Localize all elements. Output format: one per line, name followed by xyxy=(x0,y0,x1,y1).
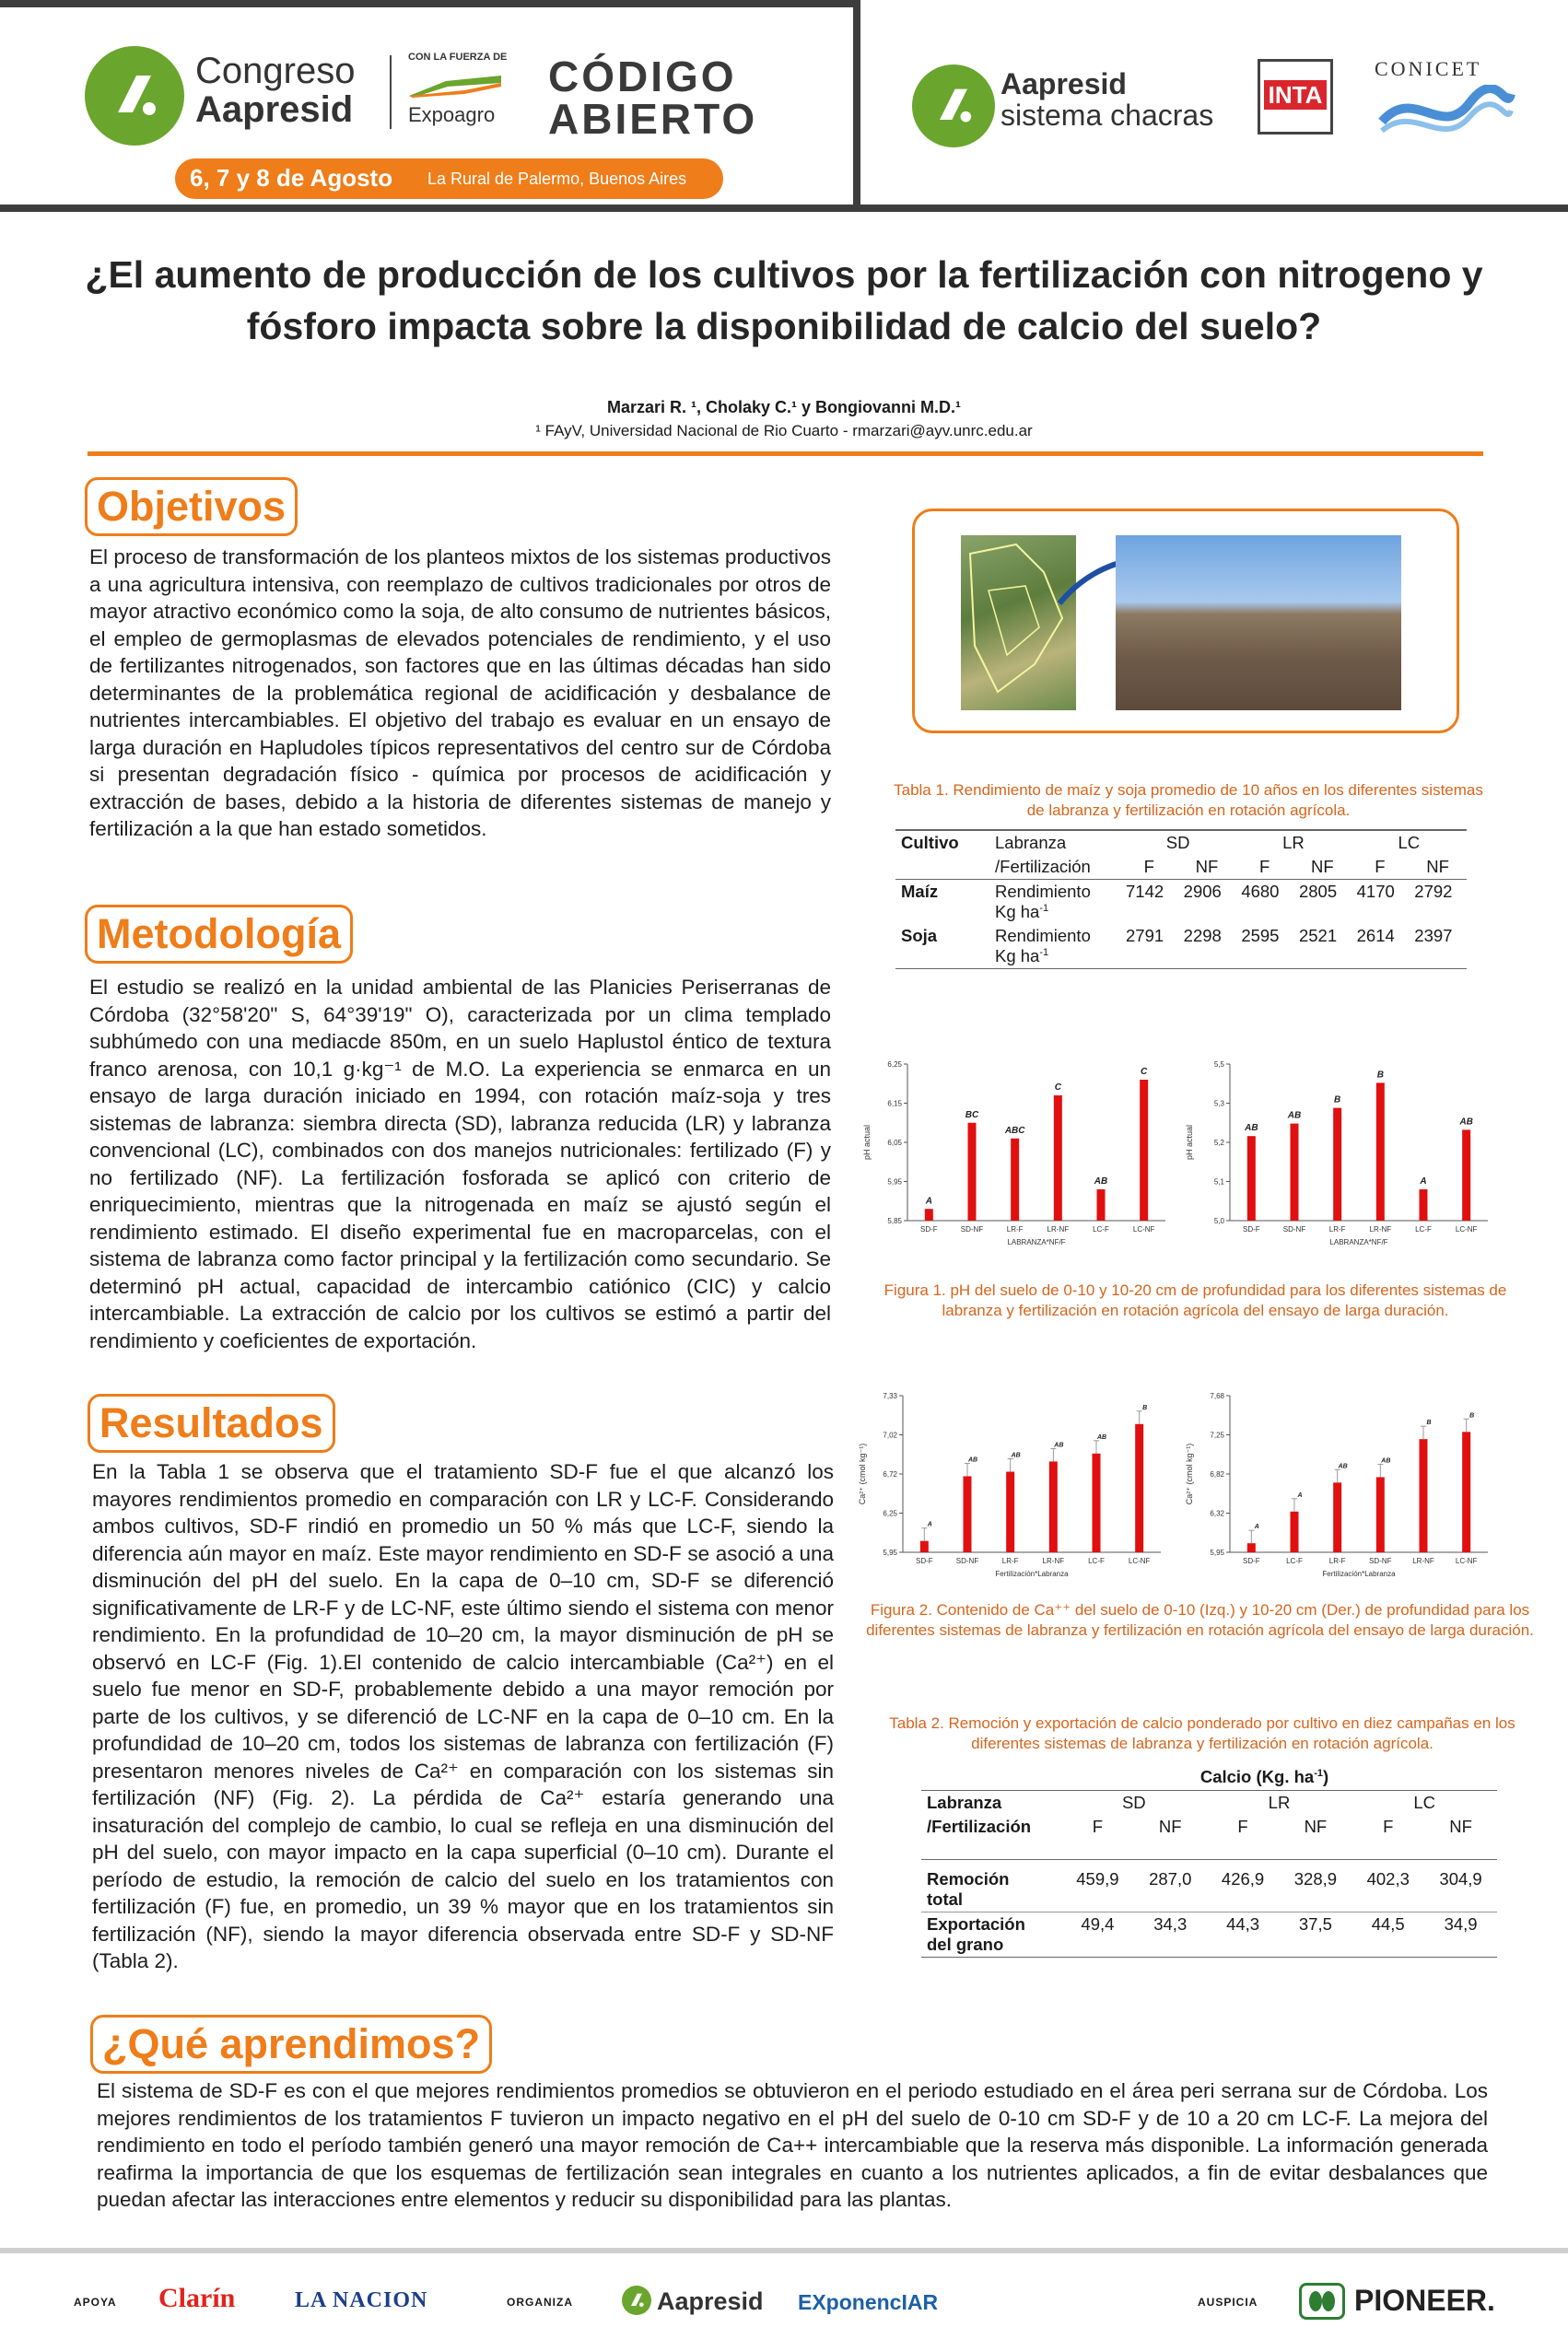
bar xyxy=(964,1476,972,1552)
significance-letter: A xyxy=(927,1521,932,1528)
y-tick-label: 7,02 xyxy=(883,1431,897,1440)
y-tick-label: 6,72 xyxy=(883,1470,897,1479)
table1-caption: Tabla 1. Rendimiento de maíz y soja promedio de 10 años en los diferentes sistemas de labranza y fertilización en rotación agrícola. xyxy=(894,781,1483,819)
t1-h-lr: LR xyxy=(1282,833,1305,852)
figure2-caption: Figura 2. Contenido de Ca⁺⁺ del suelo de 0-10 (Izq.) y 10-20 cm (Der.) de profundidad para los diferentes sistemas de labranza y fertilización en rotación agrícola del ensayo de larga duración. xyxy=(866,1601,1534,1639)
clarin-logo: Clarín xyxy=(158,2283,236,2313)
significance-letter: A xyxy=(925,1196,932,1207)
y-axis-label: pH actual xyxy=(862,1124,872,1161)
t1-cell: 2791 xyxy=(1126,926,1164,945)
y-tick-label: 6,25 xyxy=(883,1509,897,1518)
footer-rule xyxy=(0,2248,1568,2253)
x-axis-label: Fertilización*Labranza xyxy=(995,1570,1069,1578)
table-row xyxy=(921,1912,1497,1957)
significance-letter: B xyxy=(1334,1094,1341,1105)
t2-h-lr: LR xyxy=(1268,1793,1291,1812)
t2-cell: 49,4 xyxy=(1081,1913,1115,1934)
x-tick-label: LC-F xyxy=(1088,1557,1105,1565)
y-tick-label: 5,3 xyxy=(1213,1099,1224,1108)
header-divider xyxy=(853,0,860,210)
y-tick-label: 7,68 xyxy=(1210,1392,1224,1400)
significance-letter: AB xyxy=(1096,1433,1107,1441)
bar xyxy=(920,1541,929,1552)
t1-cell: 2397 xyxy=(1414,926,1453,945)
t1-h-lc: LC xyxy=(1398,833,1421,852)
x-tick-label: LR-NF xyxy=(1412,1557,1434,1565)
bar xyxy=(1333,1482,1341,1552)
significance-letter: A xyxy=(1297,1491,1303,1499)
t1-label: Rendimiento Kg $ha^{-1}$ xyxy=(995,926,1091,965)
y-tick-label: 6,32 xyxy=(1210,1509,1224,1518)
ph-0-10-chart xyxy=(857,1050,1175,1257)
significance-letter: AB xyxy=(1094,1176,1108,1187)
t2-sub: F xyxy=(1092,1817,1104,1836)
t1-sub: NF xyxy=(1426,857,1449,876)
aprendimos-heading: ¿Qué aprendimos? xyxy=(90,2015,492,2074)
table2 xyxy=(921,1767,1497,1958)
t2-h-sd: SD xyxy=(1121,1793,1146,1812)
x-tick-label: SD-F xyxy=(915,1557,933,1565)
bar xyxy=(1462,1432,1470,1552)
t2-h2: /Fertilización xyxy=(927,1817,1032,1836)
bar xyxy=(1011,1139,1019,1221)
x-tick-label: LR-F xyxy=(1328,1225,1346,1234)
la-nacion-logo: LA NACION xyxy=(295,2288,428,2312)
y-tick-label: 5,0 xyxy=(1213,1217,1224,1225)
y-tick-label: 5,95 xyxy=(1210,1549,1224,1557)
significance-letter: B xyxy=(1376,1070,1384,1081)
x-axis-label: LABRANZA*NF/F xyxy=(1329,1238,1388,1246)
resultados-heading: Resultados xyxy=(88,1394,335,1453)
significance-letter: AB xyxy=(1381,1457,1391,1465)
affiliation: ¹ FAyV, Universidad Nacional de Rio Cuarto - rmarzari@ayv.unrc.edu.ar xyxy=(535,422,1033,439)
y-tick-label: 6,05 xyxy=(887,1139,902,1147)
t1-sub: NF xyxy=(1310,857,1334,876)
x-tick-label: SD-NF xyxy=(955,1557,979,1565)
significance-letter: C xyxy=(1141,1067,1148,1077)
x-axis-label: Fertilización*Labranza xyxy=(1322,1570,1396,1578)
significance-letter: AB xyxy=(1011,1452,1021,1459)
significance-letter: B xyxy=(1469,1412,1475,1420)
aapresid-footer-logo: Aapresid xyxy=(657,2287,764,2315)
y-tick-label: 5,1 xyxy=(1213,1177,1224,1187)
ca-10-20-chart xyxy=(1179,1382,1497,1589)
t2-sub: F xyxy=(1237,1817,1248,1836)
conicet-wave-icon xyxy=(1377,85,1515,140)
t1-cell: 2805 xyxy=(1298,882,1338,901)
bar xyxy=(1247,1543,1256,1552)
dates-banner xyxy=(175,158,723,199)
y-tick-label: 7,33 xyxy=(883,1392,897,1400)
aapresid-chacras-text: Aapresid sistema chacras xyxy=(1000,67,1214,132)
dates-text: 6, 7 y 8 de Agosto xyxy=(190,164,393,192)
bar xyxy=(1333,1108,1341,1221)
pioneer-logo: PIONEER. xyxy=(1354,2284,1495,2317)
t1-sub: F xyxy=(1258,857,1270,876)
y-tick-label: 6,82 xyxy=(1210,1470,1224,1479)
auspicia-label: AUSPICIA xyxy=(1198,2296,1258,2309)
significance-letter: AB xyxy=(1338,1463,1348,1470)
x-tick-label: LR-F xyxy=(1001,1557,1019,1565)
x-tick-label: LC-F xyxy=(1286,1557,1303,1565)
x-tick-label: LR-NF xyxy=(1042,1557,1065,1565)
significance-letter: C xyxy=(1054,1082,1061,1093)
objetivos-text: El proceso de transformación de los planteos mixtos de los sistemas productivos a una agricultura intensiva, con reemplazo de cultivos tradicionales por otros de mayor atractivo económico como la soja, de alto consumo de nutrientes básicos, el empleo de germoplasmas de elevados potenciales de rendimiento, y el uso de fertilizantes nitrogenados, son factores que en las últimas décadas han sido determinantes de la problemática regional de acidificación y desbalance de nutrientes intercambiables. El objetivo del trabajo es evaluar en un ensayo de larga duración en Hapludoles típicos representativos del centro sur de Córdoba si presentan degradación físico - química por procesos de acidificación y extracción de bases, debido a la historia de diferentes sistemas de manejo y fertilización a la que han estado sometidos. xyxy=(89,545,831,840)
significance-letter: AB xyxy=(967,1456,978,1464)
t2-super-header: Calcio (Kg. $ha^{-1}$) xyxy=(1199,1767,1329,1786)
t2-cell: 402,3 xyxy=(1366,1868,1410,1889)
significance-letter: BC xyxy=(965,1109,979,1120)
expoagro-mark-icon xyxy=(409,74,501,94)
significance-letter: AB xyxy=(1459,1117,1473,1128)
x-tick-label: SD-NF xyxy=(960,1225,984,1234)
t1-cell: 7142 xyxy=(1126,882,1164,901)
y-axis-label: Ca²⁺ (cmol kg⁻¹) xyxy=(1185,1443,1194,1505)
x-tick-label: LR-NF xyxy=(1047,1225,1070,1234)
table-row xyxy=(895,880,1467,925)
t2-sub: NF xyxy=(1158,1817,1182,1836)
t2-sub: NF xyxy=(1449,1817,1472,1836)
significance-letter: B xyxy=(1426,1420,1432,1427)
poster-title: ¿El aumento de producción de los cultivos por la fertilización con nitrogeno y fósforo impacta sobre la disponibilidad de calcio del suelo? xyxy=(85,253,1483,347)
t1-cell: 2614 xyxy=(1356,926,1395,945)
congreso-logo-icon xyxy=(85,46,184,146)
y-axis-label: pH actual xyxy=(1185,1124,1194,1161)
resultados-text: En la Tabla 1 se observa que el tratamiento SD-F fue el que alcanzó los mayores rendimientos promedio en comparación con LR y LC-F. Considerando ambos cultivos, SD-F rindió en promedio un 50 % más que LC-F, siendo la diferencia aún mayor en maíz. Este mayor rendimiento en SD-F se asoció a una disminución del pH del suelo. En la capa de 0–10 cm, SD-F se diferenció significativamente de LR-F y de LC-NF, este último siendo el sistema con menor rendimiento. En la profundidad de 10–20 cm, la mayor disminución de pH se observó en LC-F (Fig. 1).El contenido de calcio intercambiable (Ca²⁺) en el suelo fue menor en SD-F, probablemente debido a una mayor remoción por parte de los cultivos, y se diferenció de LC-NF en la capa de 0–10 cm. En la profundidad de 10–20 cm, todos los sistemas de labranza con fertilización (F) presentaron menores niveles de Ca²⁺ en comparación con los sistemas sin fertilización (NF) (Fig. 2). La pérdida de Ca²⁺ estaría generando una insaturación del complejo de cambio, lo cual se refleja en una disminución del pH del suelo, con mayor impacto en la capa superficial (0–10 cm). Durante el período de estudio, la remoción de calcio del suelo en los tratamientos con fertilización (F) fue, en promedio, un 39 % mayor que en los tratamientos sin fertilización (NF), siendo la mayor diferencia observada entre SD-F y SD-NF (Tabla 2). xyxy=(92,1460,834,1972)
t1-h-sd: SD xyxy=(1165,833,1190,852)
objetivos-heading: Objetivos xyxy=(85,477,298,536)
significance-letter: A xyxy=(1420,1176,1427,1187)
bar xyxy=(1376,1082,1385,1221)
conicet-text: CONICET xyxy=(1375,57,1482,80)
t2-cell: 426,9 xyxy=(1221,1868,1265,1889)
t2-cell: 304,9 xyxy=(1439,1868,1482,1889)
aapresid-chacras-logo-icon xyxy=(912,64,995,147)
bar xyxy=(925,1209,933,1221)
x-tick-label: SD-F xyxy=(1242,1225,1260,1234)
x-tick-label: LC-F xyxy=(1093,1225,1109,1234)
organiza-label: ORGANIZA xyxy=(507,2296,573,2309)
t2-label: Exportación del grano xyxy=(927,1913,1025,1954)
t1-h-labranza: Labranza xyxy=(995,833,1067,852)
t2-cell: 37,5 xyxy=(1298,1913,1332,1934)
significance-letter: A xyxy=(1254,1524,1259,1531)
bar xyxy=(1135,1424,1143,1552)
t2-cell: 287,0 xyxy=(1149,1868,1192,1889)
bar xyxy=(1049,1461,1058,1552)
t2-sub: F xyxy=(1383,1817,1394,1836)
x-tick-label: SD-NF xyxy=(1369,1557,1392,1565)
inta-logo: INTA xyxy=(1258,59,1333,135)
aprendimos-text: El sistema de SD-F es con el que mejores rendimientos promedios se obtuvieron en el periodo estudiado en el área peri serrana sur de Córdoba. Los mejores rendimientos de los tratamientos F tuvieron un impacto negativo en el pH del suelo de 0-10 cm SD-F y de 10 a 20 cm LC-F. La mejora del rendimiento en todo el período también generó una mayor remoción de Ca++ intercambiable que la reserva más disponible. La información generada reafirma la importancia de que los esquemas de fertilización sean integrales en cuanto a los nutrientes aplicados, a fin de evitar desbalances que puedan afectar las interacciones entre elementos y reducir su disponibilidad para las plantas. xyxy=(97,2079,1488,2211)
bar xyxy=(1093,1454,1101,1552)
t1-label: Rendimiento Kg $ha^{-1}$ xyxy=(995,882,1091,921)
x-tick-label: LC-NF xyxy=(1455,1557,1478,1565)
header-bottom-rule xyxy=(0,205,1568,212)
bar xyxy=(1291,1124,1299,1221)
t2-cell: 328,9 xyxy=(1293,1868,1338,1889)
t2-cell: 44,3 xyxy=(1226,1913,1260,1934)
x-tick-label: LR-NF xyxy=(1369,1225,1392,1234)
header-top-rule xyxy=(0,0,857,7)
venue-text: La Rural de Palermo, Buenos Aires xyxy=(427,170,687,188)
exponenciar-logo: EXponencIAR xyxy=(798,2290,939,2314)
significance-letter: AB xyxy=(1245,1123,1258,1134)
title-rule xyxy=(88,451,1483,456)
table-row xyxy=(895,924,1467,969)
bar xyxy=(1376,1477,1385,1552)
congreso-title: Congreso Aapresid xyxy=(195,51,356,130)
aapresid-footer-icon xyxy=(622,2286,651,2315)
bar xyxy=(968,1123,977,1221)
x-tick-label: LC-F xyxy=(1415,1225,1432,1234)
bar xyxy=(1097,1189,1106,1221)
metodologia-text: El estudio se realizó en la unidad ambiental de las Planicies Periserranas de Córdoba (32°58'20" S, 64°39'19" O), caracterizada por un clima templado subhúmedo con una mediacde 850m, en un suelo Haplustol éntico de textura franco arenosa, con 10,1 g·kg⁻¹ de M.O. La experiencia se enmarca en un ensayo de larga duración iniciado en 1994, con rotación maíz-soja y tres sistemas de labranza: siembra directa (SD), labranza reducida (LR) y labranza convencional (LC), combinados con dos manejos nutricionales: fertilizado (F) y no fertilizado (NF). La fertilización fosforada se aplicó con criterio de enriquecimiento, mientras que la nitrogenada en maíz se ajustó según el rendimiento estimado. El diseño experimental fue en macroparcelas, con el sistema de labranza como factor principal y la fertilización como secundario. Se determinó pH actual, capacidad de intercambio catiónico (CIC) y calcio intercambiable. La extracción de calcio por los cultivos se estimó a partir del rendimiento y coeficientes de exportación. xyxy=(89,976,831,1352)
ca-0-10-chart xyxy=(852,1382,1170,1589)
significance-letter: AB xyxy=(1054,1442,1064,1449)
t2-cell: 459,9 xyxy=(1076,1868,1119,1889)
t2-cell: 44,5 xyxy=(1371,1913,1405,1934)
t1-h-fert: /Fertilización xyxy=(995,857,1091,876)
table2-caption: Tabla 2. Remoción y exportación de calcio ponderado por cultivo en diez campañas en los diferentes sistemas de labranza y fertilización en rotación agrícola. xyxy=(889,1714,1515,1752)
t2-cell: 34,3 xyxy=(1153,1913,1188,1934)
t1-cell: 2298 xyxy=(1183,926,1222,945)
y-tick-label: 6,25 xyxy=(887,1060,902,1069)
field-photo-image xyxy=(1116,535,1401,710)
codigo-abierto-logo: CÓDIGO ABIERTO xyxy=(548,53,758,143)
bar xyxy=(1140,1080,1148,1221)
figure1-caption: Figura 1. pH del suelo de 0-10 y 10-20 cm de profundidad para los diferentes sistemas de labranza y fertilización en rotación agrícola del ensayo de larga duración. xyxy=(883,1281,1507,1319)
x-tick-label: LC-NF xyxy=(1455,1225,1478,1234)
bar xyxy=(1462,1129,1470,1221)
t1-cultivo: Maíz xyxy=(901,882,939,901)
bar xyxy=(1006,1472,1014,1552)
table-row xyxy=(921,1859,1497,1912)
t1-sub: F xyxy=(1375,857,1386,876)
t1-cell: 2792 xyxy=(1414,882,1453,901)
y-axis-label: Ca²⁺ (cmol kg⁻¹) xyxy=(858,1443,867,1505)
site-photo-frame xyxy=(912,509,1459,733)
x-tick-label: SD-NF xyxy=(1282,1225,1306,1234)
t2-h-lc: LC xyxy=(1413,1793,1435,1812)
bar xyxy=(1420,1189,1428,1221)
bar xyxy=(1291,1512,1299,1552)
apoya-label: APOYA xyxy=(74,2296,117,2309)
t1-cultivo: Soja xyxy=(901,926,938,945)
x-tick-label: SD-F xyxy=(919,1225,938,1234)
t2-sub: NF xyxy=(1304,1817,1328,1836)
y-tick-label: 5,95 xyxy=(883,1549,897,1557)
metodologia-heading: Metodología xyxy=(85,905,353,964)
significance-letter: B xyxy=(1142,1404,1148,1411)
t1-sub: NF xyxy=(1195,857,1219,876)
con-la-fuerza-text: CON LA FUERZA DE xyxy=(408,52,508,63)
y-tick-label: 7,25 xyxy=(1210,1431,1224,1440)
y-tick-label: 5,5 xyxy=(1213,1060,1224,1069)
t1-cell: 2906 xyxy=(1183,882,1222,901)
t2-cell: 34,9 xyxy=(1444,1913,1478,1934)
x-tick-label: LR-F xyxy=(1006,1225,1024,1234)
y-tick-label: 5,85 xyxy=(887,1217,902,1225)
t1-cell: 2521 xyxy=(1298,926,1338,945)
authors: Marzari R. ¹, Cholaky C.¹ y Bongiovanni M.D.¹ xyxy=(606,398,962,416)
x-tick-label: LR-F xyxy=(1328,1557,1346,1565)
bar xyxy=(1247,1136,1256,1221)
t1-cell: 4680 xyxy=(1241,882,1280,901)
ph-10-20-chart xyxy=(1179,1050,1497,1257)
x-tick-label: LC-NF xyxy=(1128,1557,1151,1565)
bar xyxy=(1054,1095,1062,1221)
x-tick-label: LC-NF xyxy=(1132,1225,1155,1234)
significance-letter: ABC xyxy=(1004,1125,1025,1136)
table1 xyxy=(895,829,1467,969)
x-axis-label: LABRANZA*NF/F xyxy=(1007,1238,1066,1246)
pioneer-leaf-icon xyxy=(1299,2283,1345,2320)
bar xyxy=(1420,1439,1428,1552)
x-tick-label: SD-F xyxy=(1242,1557,1260,1565)
t1-cell: 4170 xyxy=(1356,882,1395,901)
t2-h1: Labranza xyxy=(927,1793,1002,1812)
y-tick-label: 6,15 xyxy=(887,1099,902,1108)
t2-label: Remoción total xyxy=(927,1868,1010,1909)
t1-sub: F xyxy=(1143,857,1154,876)
t1-h-cultivo: Cultivo xyxy=(901,833,959,852)
expoagro-logo: Expoagro xyxy=(408,103,496,126)
y-tick-label: 5,2 xyxy=(1213,1139,1224,1147)
logo-separator xyxy=(390,55,392,129)
significance-letter: AB xyxy=(1287,1110,1302,1121)
y-tick-label: 5,95 xyxy=(887,1177,902,1187)
t1-cell: 2595 xyxy=(1241,926,1280,945)
